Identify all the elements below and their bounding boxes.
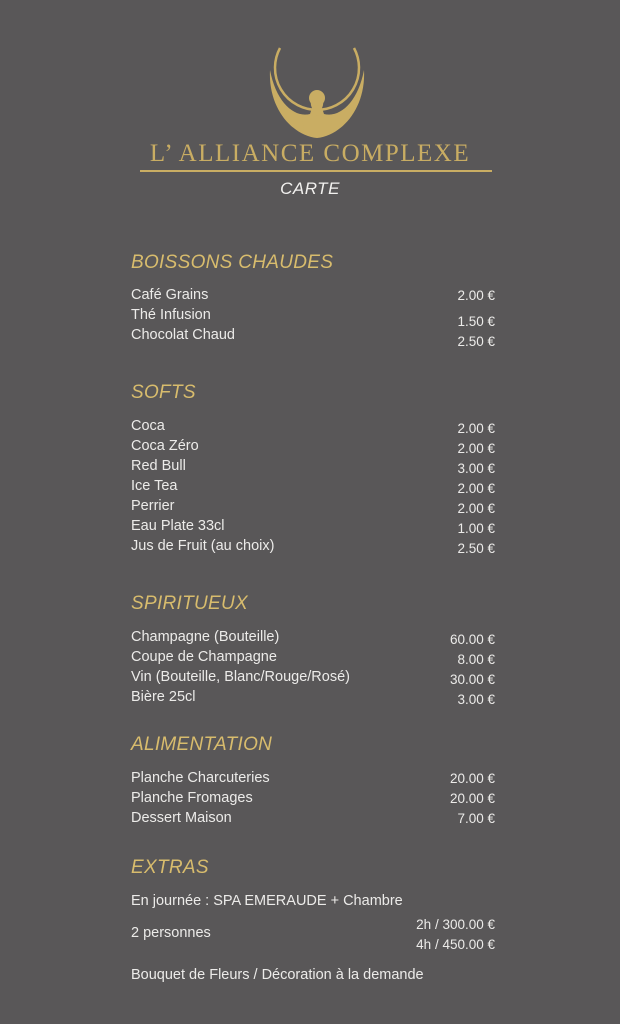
- menu-item-price: 1.00 €: [457, 521, 495, 536]
- menu-item-name: Coca Zéro: [131, 438, 199, 454]
- brand-name: L’ ALLIANCE COMPLEXE: [149, 140, 471, 167]
- menu-item-name: Eau Plate 33cl: [131, 518, 225, 534]
- menu-item-name: Jus de Fruit (au choix): [131, 538, 275, 554]
- menu-item-name: Champagne (Bouteille): [131, 629, 280, 645]
- menu-item-name: Coupe de Champagne: [131, 649, 277, 665]
- section-title-spiritueux: SPIRITUEUX: [131, 593, 249, 614]
- menu-item-name: Red Bull: [131, 458, 186, 474]
- menu-item-price: 20.00 €: [449, 791, 495, 806]
- menu-item-price: 2.00 €: [457, 481, 495, 496]
- menu-item-price: 2.50 €: [457, 334, 495, 349]
- menu-item-name: Planche Fromages: [131, 790, 253, 806]
- extras-persons: 2 personnes: [131, 925, 211, 941]
- section-title-alimentation: ALIMENTATION: [131, 734, 273, 755]
- section-title-softs: SOFTS: [131, 382, 196, 403]
- extras-price-2h: 2h / 300.00 €: [416, 917, 495, 932]
- menu-item-name: Planche Charcuteries: [131, 770, 270, 786]
- menu-item-name: Coca: [131, 418, 165, 434]
- menu-item-name: Café Grains: [131, 287, 209, 303]
- extras-flowers: Bouquet de Fleurs / Décoration à la demande: [131, 967, 424, 983]
- menu-item-name: Thé Infusion: [131, 307, 211, 323]
- menu-item-price: 2.00 €: [457, 421, 495, 436]
- menu-item-price: 2.00 €: [457, 288, 495, 303]
- menu-item-price: 1.50 €: [457, 314, 495, 329]
- menu-item-price: 7.00 €: [457, 811, 495, 826]
- menu-item-name: Vin (Bouteille, Blanc/Rouge/Rosé): [131, 669, 350, 685]
- menu-item-price: 30.00 €: [449, 672, 495, 687]
- extras-price-4h: 4h / 450.00 €: [416, 937, 495, 952]
- menu-item-price: 3.00 €: [457, 692, 495, 707]
- menu-item-price: 8.00 €: [457, 652, 495, 667]
- menu-item-price: 60.00 €: [449, 632, 495, 647]
- menu-item-price: 2.00 €: [457, 501, 495, 516]
- menu-item-price: 2.00 €: [457, 441, 495, 456]
- menu-item-name: Chocolat Chaud: [131, 327, 235, 343]
- menu-item-price: 20.00 €: [449, 771, 495, 786]
- menu-item-name: Bière 25cl: [131, 689, 196, 705]
- menu-subtitle: CARTE: [280, 179, 340, 198]
- menu-item-price: 3.00 €: [457, 461, 495, 476]
- alliance-logo-icon: [262, 18, 372, 144]
- section-title-boissons-chaudes: BOISSONS CHAUDES: [131, 252, 334, 273]
- menu-item-name: Perrier: [131, 498, 175, 514]
- section-title-extras: EXTRAS: [131, 857, 209, 878]
- menu-item-price: 2.50 €: [457, 541, 495, 556]
- menu-item-name: Dessert Maison: [131, 810, 232, 826]
- menu-item-name: Ice Tea: [131, 478, 178, 494]
- extras-day-offer: En journée : SPA EMERAUDE + Chambre: [131, 893, 403, 909]
- brand-underline: [140, 170, 492, 172]
